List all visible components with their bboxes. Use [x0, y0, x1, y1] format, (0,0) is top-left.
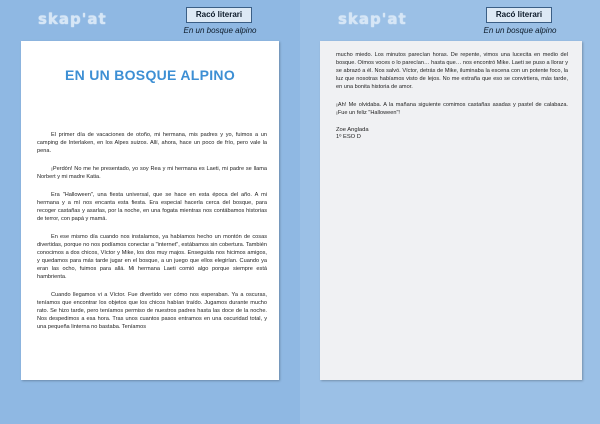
story-title: EN UN BOSQUE ALPINO: [64, 67, 236, 83]
magazine-logo: skap'at: [38, 10, 107, 28]
paragraph: ¡Ah! Me olvidaba. A la mañana siguiente comimos castañas asadas y pastel de calabaza. ¡Fue un feliz "Halloween"!: [336, 102, 568, 116]
left-body-text: [37, 131, 267, 341]
magazine-logo: skap'at: [338, 10, 407, 28]
paragraph: Era "Halloween", una fiesta universal, que se hace en esta época del año. A mi hermana y a mí nos encanta esta fiesta. Era especial hacerla cerca del bosque, para recoger castañas y asarlas, por la noche, en una fogata mientras nos contábamos historias de terror, con papá y mamá.: [37, 192, 267, 222]
section-subtitle: En un bosque alpino: [483, 26, 557, 35]
left-page-sheet: [21, 41, 279, 380]
section-subtitle: En un bosque alpino: [183, 26, 257, 35]
paragraph: El primer día de vacaciones de otoño, mi hermana, mis padres y yo, fuimos a un camping de Interlaken, en los Alpes suizos. Allí, ahora, hace un poco de frío, pero vale la pena.: [37, 132, 267, 154]
author-signature: [336, 127, 568, 141]
right-page-panel: [300, 0, 600, 424]
right-page-sheet: [320, 41, 582, 380]
paragraph: ¡Perdón! No me he presentado, yo soy Rea y mi hermana es Laeti, mi padre se llama Norbert y mi madre Katia.: [37, 166, 267, 180]
section-rubric: Racó literari: [486, 7, 552, 23]
right-body-text: [336, 51, 568, 141]
author-name: Zoe Anglada: [336, 127, 369, 133]
paragraph: mucho miedo. Los minutos parecían horas. De repente, vimos una lucecita en medio del bosque. Oímos voces o lo parecían… hasta que… nos encontró Mike. Laeti se puso a llorar y se abrazó a él. Nos salvó. Víctor, detrás de Mike, iluminaba la escena con un potente foco, la luz que nosotras habíamos visto de lejos. No me extraña que eso se convirtiera, más tarde, en una bonita historia de amor.: [336, 52, 568, 90]
author-grade: 1º ESO D: [336, 134, 361, 140]
paragraph: Cuando llegamos vi a Víctor. Fue divertido ver cómo nos esperaban. Ya a oscuras, teníamos que encontrar los objetos que los chicos habían traído. Jugamos durante mucho rato. Se hizo tarde, pero teníamos permiso de nuestros padres hasta las doce de la noche. Nos despedimos a esa hora. Tras unos cuantos pasos entramos en una oscuridad total, y una pequeña linterna no bastaba. Teníamos: [37, 292, 267, 330]
paragraph: En ese mismo día cuando nos instalamos, ya habíamos hecho un montón de cosas divertidas, porque no nos podíamos conectar a "internet", estábamos sin cobertura. También conocimos a dos chicos, Víctor y Mike, los dos muy majos. Enseguida nos hicimos amigos, y quedamos para más tarde jugar en el bosque, a un juego que ellos elegirían. Cuando ya eran las ocho, fuimos para allá. Mi hermana Laeti comió algo porque siempre está hambrienta.: [37, 234, 267, 280]
section-rubric: Racó literari: [186, 7, 252, 23]
